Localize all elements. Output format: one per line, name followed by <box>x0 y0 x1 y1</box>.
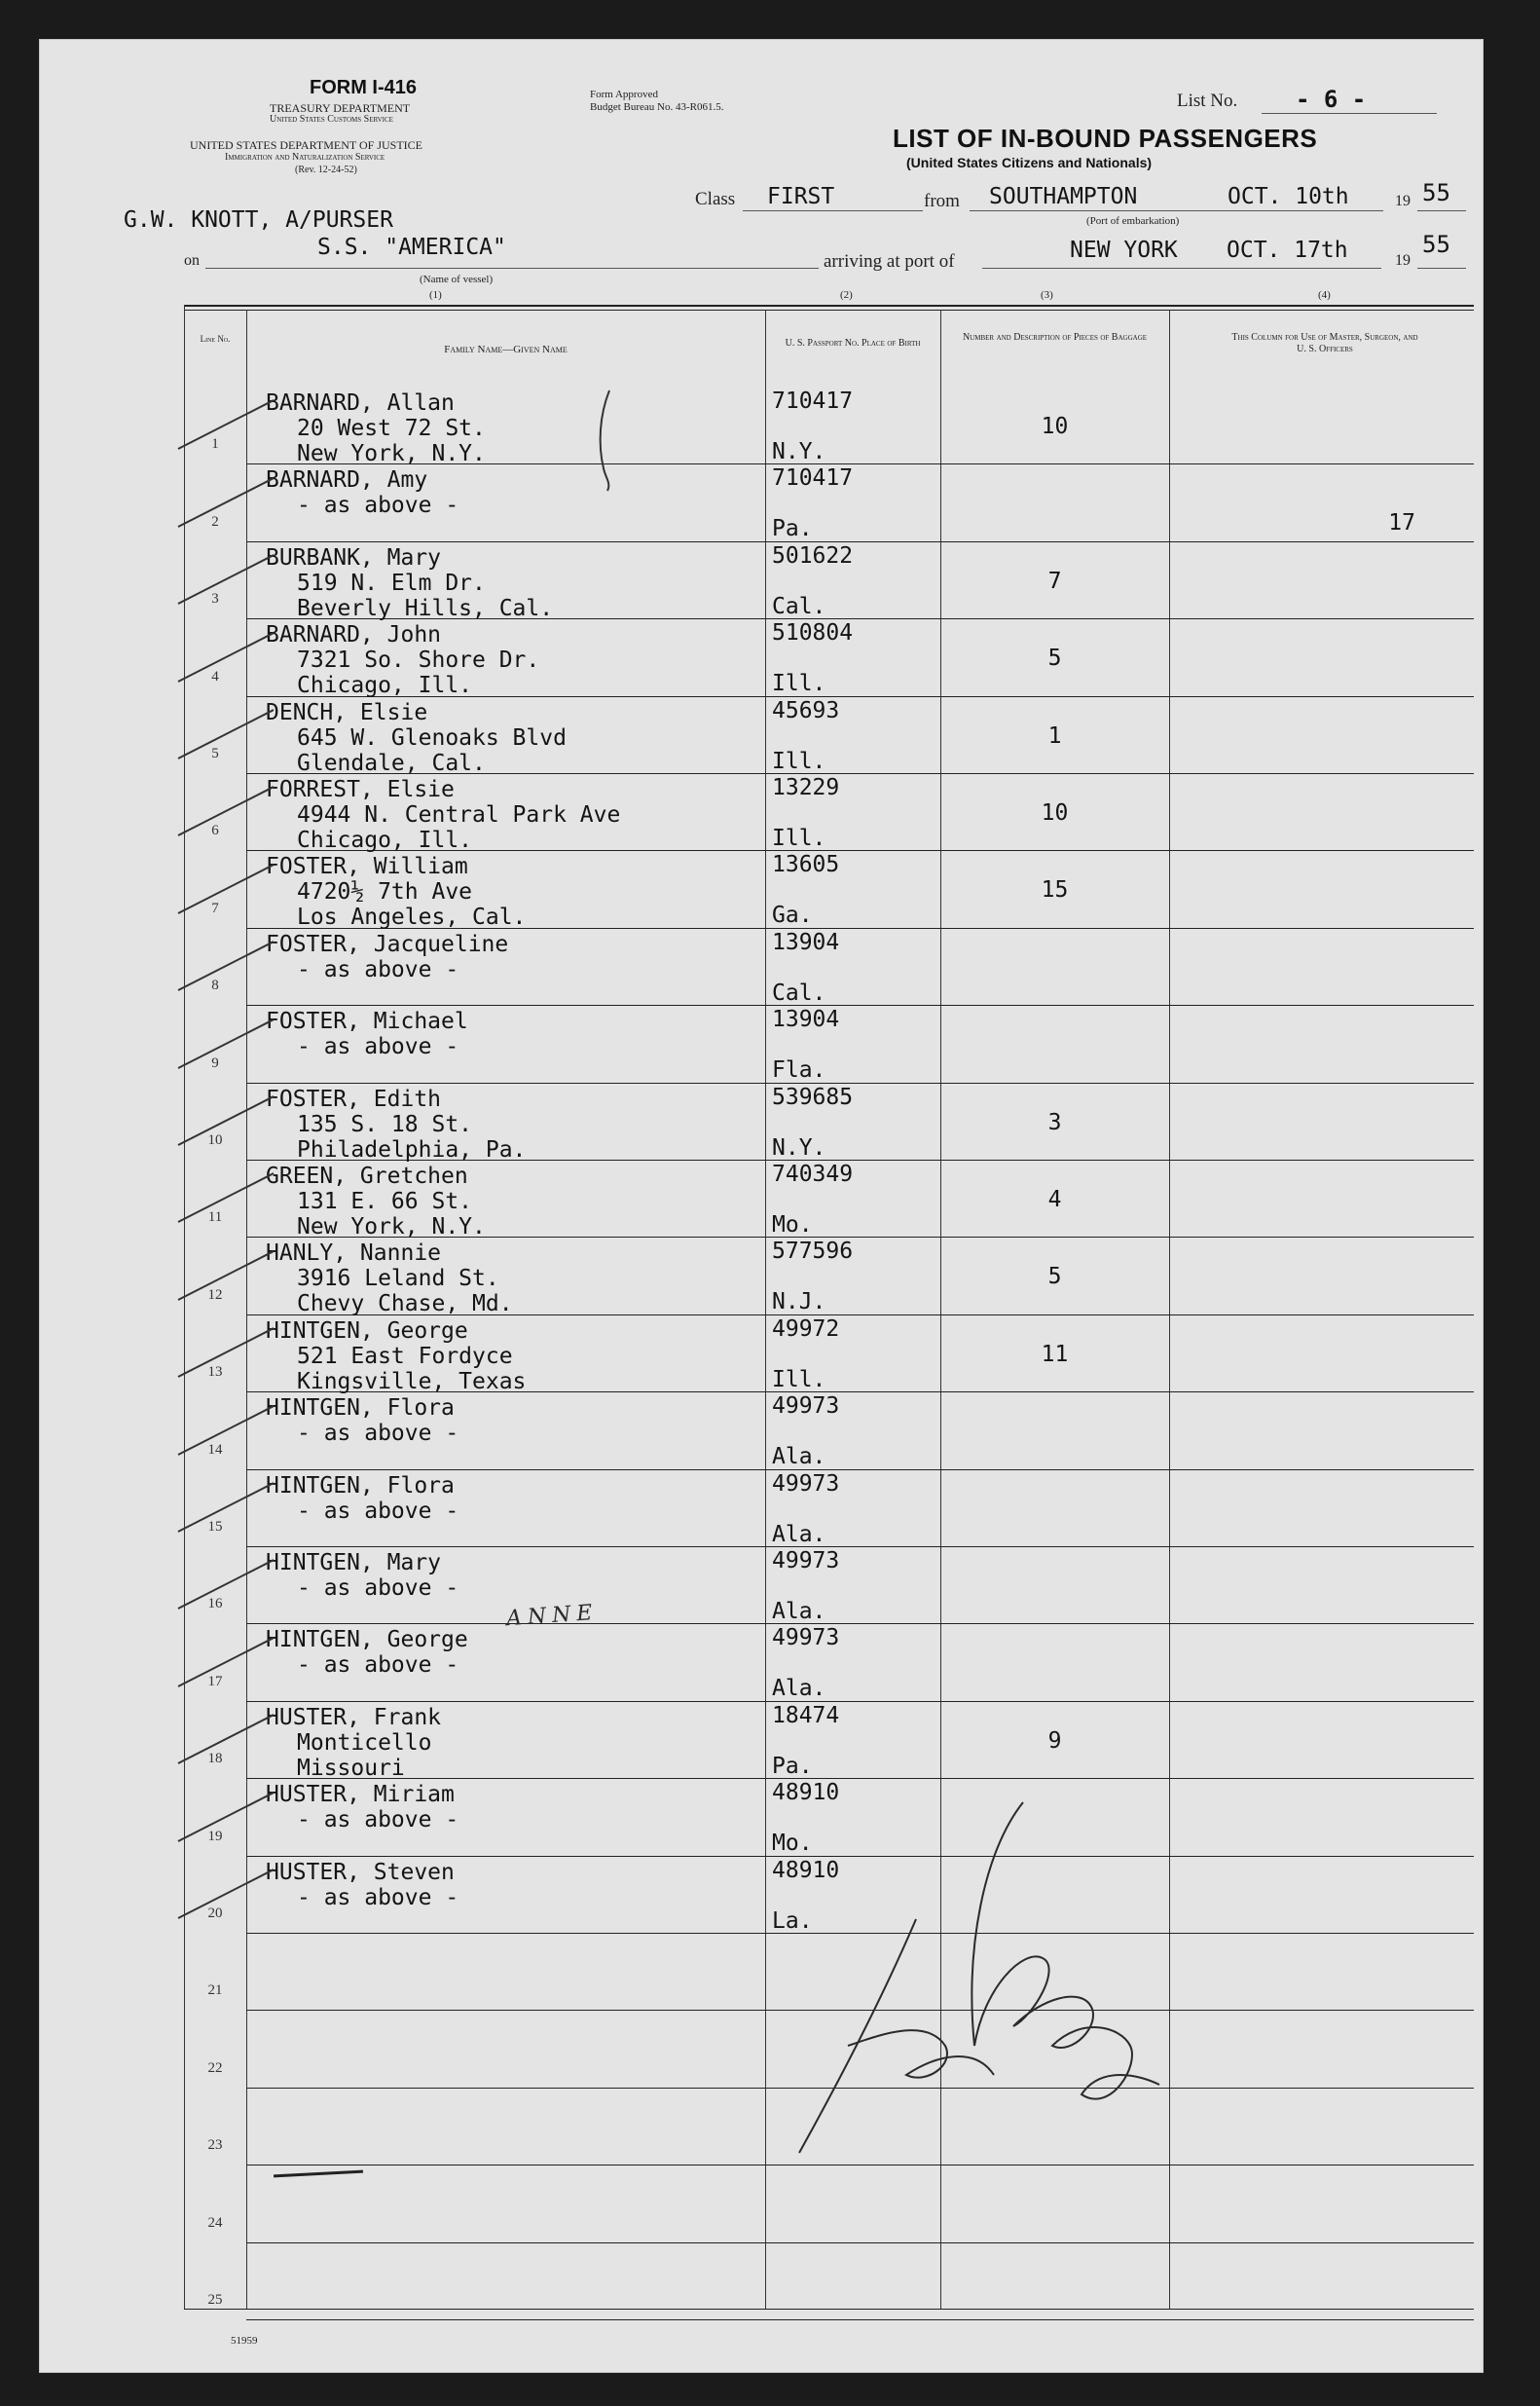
row-rule <box>246 541 1474 542</box>
passenger-name: HINTGEN, George <box>266 1627 468 1653</box>
row-rule <box>246 1469 1474 1470</box>
baggage-count: 15 <box>1041 877 1069 904</box>
place-of-birth: Fla. <box>772 1057 826 1084</box>
address-line-2: Beverly Hills, Cal. <box>297 595 554 621</box>
arriving-label: arriving at port of <box>824 251 955 272</box>
passenger-name: BARNARD, John <box>266 622 442 648</box>
passport-number: 45693 <box>772 697 840 723</box>
address-line-1: - as above - <box>297 1575 459 1601</box>
header-name: Family Name—Given Name <box>444 344 568 355</box>
check-mark-1 <box>590 386 619 493</box>
from-year: 55 <box>1422 179 1450 206</box>
line-number: 11 <box>207 1209 223 1226</box>
line-number: 10 <box>207 1132 223 1148</box>
dept-treasury: TREASURY DEPARTMENT <box>270 101 411 115</box>
row-rule <box>246 1083 1474 1084</box>
passenger-name: BURBANK, Mary <box>266 544 442 571</box>
address-line-2: Philadelphia, Pa. <box>297 1136 527 1163</box>
line-number: 21 <box>207 1982 223 1999</box>
address-line-1: - as above - <box>297 956 459 982</box>
line-number: 20 <box>207 1906 223 1921</box>
passenger-name: GREEN, Gretchen <box>266 1164 468 1189</box>
passenger-name: HINTGEN, George <box>266 1317 468 1344</box>
passenger-name: HUSTER, Miriam <box>266 1782 455 1808</box>
passenger-name: HUSTER, Steven <box>266 1859 455 1885</box>
address-line-1: 131 E. 66 St. <box>297 1189 473 1214</box>
from-port: SOUTHAMPTON <box>989 184 1138 209</box>
form-code: 51959 <box>231 2335 258 2347</box>
passport-number: 48910 <box>772 1857 840 1883</box>
arrival-port: NEW YORK <box>1070 238 1178 263</box>
line-number: 17 <box>207 1673 223 1689</box>
row-rule <box>246 1701 1474 1702</box>
place-of-birth: Ill. <box>772 1366 826 1392</box>
address-line-1: Monticello <box>297 1729 432 1756</box>
address-line-2: New York, N.Y. <box>297 1214 486 1240</box>
passenger-name: BARNARD, Allan <box>266 390 455 416</box>
baggage-count: 3 <box>1047 1109 1062 1135</box>
place-of-birth: N.Y. <box>772 439 826 464</box>
dept-treasury-sub: United States Customs Service <box>270 114 393 125</box>
dept-justice-sub: Immigration and Naturalization Service <box>225 152 385 163</box>
form-revision: (Rev. 12-24-52) <box>295 165 357 175</box>
page-title: LIST OF IN-BOUND PASSENGERS <box>893 124 1318 153</box>
place-of-birth: Ala. <box>772 1599 826 1624</box>
passport-number: 13229 <box>772 775 840 800</box>
passenger-name: HINTGEN, Flora <box>266 1472 455 1499</box>
passport-number: 710417 <box>772 389 854 414</box>
address-line-2: Los Angeles, Cal. <box>297 905 527 931</box>
line-number: 4 <box>211 668 219 685</box>
address-line-2: Missouri <box>297 1755 405 1781</box>
line-number: 22 <box>207 2059 223 2076</box>
address-line-1: - as above - <box>297 1652 459 1679</box>
address-line-1: - as above - <box>297 1421 459 1447</box>
form-approved: Form Approved <box>590 89 658 100</box>
dept-justice: UNITED STATES DEPARTMENT OF JUSTICE <box>190 138 423 152</box>
list-no-value: - 6 - <box>1296 86 1367 113</box>
col-num-4: (4) <box>1318 289 1331 301</box>
baggage-count: 9 <box>1047 1727 1062 1754</box>
baggage-count: 4 <box>1047 1187 1062 1212</box>
passport-number: 49973 <box>772 1625 840 1651</box>
address-line-1: - as above - <box>297 1884 459 1910</box>
passport-number: 49973 <box>772 1470 840 1497</box>
passport-number: 49972 <box>772 1315 840 1342</box>
line-number: 2 <box>211 513 219 530</box>
line-number: 15 <box>207 1519 223 1535</box>
manifest-page <box>39 39 1484 2373</box>
class-label: Class <box>695 189 736 209</box>
passenger-name: FOSTER, Edith <box>266 1086 442 1112</box>
place-of-birth: Mo. <box>772 1831 813 1857</box>
passenger-name: HINTGEN, Mary <box>266 1550 442 1575</box>
officer-note: 17 <box>1388 510 1415 537</box>
address-line-2: Chevy Chase, Md. <box>297 1291 513 1317</box>
passenger-name: DENCH, Elsie <box>266 699 428 725</box>
vessel-note: (Name of vessel) <box>420 274 494 285</box>
from-label: from <box>924 191 960 211</box>
passport-number: 13904 <box>772 929 840 955</box>
address-line-1: 645 W. Glenoaks Blvd <box>297 724 567 751</box>
address-line-2: Glendale, Cal. <box>297 750 486 776</box>
baggage-count: 5 <box>1047 1264 1062 1290</box>
line-number: 6 <box>211 823 219 839</box>
budget-bureau: Budget Bureau No. 43-R061.5. <box>590 101 724 113</box>
header-line-no: Line No. <box>200 334 231 344</box>
from-date: OCT. 10th <box>1228 184 1349 209</box>
place-of-birth: N.Y. <box>772 1134 826 1161</box>
passenger-name: HUSTER, Frank <box>266 1704 442 1730</box>
line-number: 5 <box>211 746 219 761</box>
passport-number: 740349 <box>772 1162 854 1187</box>
passenger-name: FOSTER, Jacqueline <box>266 931 509 957</box>
row-rule <box>246 2242 1474 2243</box>
vessel-name: S.S. "AMERICA" <box>317 235 506 260</box>
place-of-birth: Ga. <box>772 903 813 929</box>
place-of-birth: Pa. <box>772 516 813 542</box>
address-line-1: 7321 So. Shore Dr. <box>297 648 540 674</box>
baggage-count: 10 <box>1041 414 1069 439</box>
address-line-1: 3916 Leland St. <box>297 1266 499 1292</box>
line-number: 12 <box>207 1286 223 1303</box>
row-rule <box>246 1546 1474 1547</box>
place-of-birth: Mo. <box>772 1212 813 1238</box>
passport-number: 18474 <box>772 1702 840 1728</box>
pen-mark <box>274 2170 363 2178</box>
place-of-birth: Ala. <box>772 1521 826 1547</box>
line-number: 19 <box>207 1828 223 1844</box>
passport-number: 539685 <box>772 1084 854 1110</box>
arrive-year: 55 <box>1422 231 1450 258</box>
line-number: 23 <box>207 2137 223 2154</box>
passport-number: 510804 <box>772 620 854 647</box>
address-line-1: 135 S. 18 St. <box>297 1111 473 1137</box>
place-of-birth: Ill. <box>772 826 826 851</box>
line-number: 16 <box>207 1596 223 1612</box>
address-line-1: - as above - <box>297 1034 459 1060</box>
passenger-name: BARNARD, Amy <box>266 467 428 494</box>
col-num-1: (1) <box>429 289 442 301</box>
from-year-prefix: 19 <box>1395 193 1411 209</box>
row-rule <box>246 1005 1474 1006</box>
arrive-year-prefix: 19 <box>1395 252 1411 269</box>
line-number: 18 <box>207 1751 223 1767</box>
list-no-label: List No. <box>1177 91 1238 111</box>
baggage-count: 5 <box>1047 646 1062 672</box>
purser-name: G.W. KNOTT, A/PURSER <box>124 207 393 233</box>
header-officers: This Column for Use of Master, Surgeon, and U. S. Officers <box>1231 332 1418 354</box>
header-baggage: Number and Description of Pieces of Baggage <box>962 332 1148 343</box>
baggage-count: 1 <box>1047 722 1062 749</box>
baggage-count: 7 <box>1047 568 1062 594</box>
form-number: FORM I-416 <box>310 77 418 98</box>
place-of-birth: N.J. <box>772 1289 826 1315</box>
address-line-1: - as above - <box>297 1807 459 1833</box>
passenger-name: HINTGEN, Flora <box>266 1395 455 1422</box>
on-label: on <box>184 252 200 269</box>
baggage-count: 10 <box>1041 800 1069 826</box>
col-num-3: (3) <box>1041 289 1053 301</box>
line-number: 1 <box>211 436 219 453</box>
col-num-2: (2) <box>840 289 853 301</box>
embark-note: (Port of embarkation) <box>1086 215 1180 227</box>
arrival-date: OCT. 17th <box>1227 238 1348 263</box>
page-subtitle: (United States Citizens and Nationals) <box>906 155 1153 170</box>
place-of-birth: La. <box>772 1907 813 1934</box>
class-value: FIRST <box>767 184 835 209</box>
address-line-2: Chicago, Ill. <box>297 673 473 699</box>
address-line-1: 521 East Fordyce <box>297 1343 513 1369</box>
line-number: 7 <box>211 900 219 916</box>
signature <box>789 1793 1315 2163</box>
address-line-2: New York, N.Y. <box>297 441 486 466</box>
place-of-birth: Cal. <box>772 593 826 619</box>
passport-number: 710417 <box>772 465 854 492</box>
passport-number: 48910 <box>772 1780 840 1806</box>
address-line-2: Chicago, Ill. <box>297 828 473 853</box>
passenger-name: FORREST, Elsie <box>266 777 455 802</box>
line-number: 3 <box>211 591 219 608</box>
place-of-birth: Cal. <box>772 980 826 1006</box>
place-of-birth: Ala. <box>772 1444 826 1470</box>
place-of-birth: Pa. <box>772 1753 813 1779</box>
place-of-birth: Ala. <box>772 1676 826 1702</box>
place-of-birth: Ill. <box>772 748 826 774</box>
address-line-1: 519 N. Elm Dr. <box>297 570 486 596</box>
address-line-1: - as above - <box>297 493 459 519</box>
passport-number: 577596 <box>772 1239 854 1265</box>
baggage-count: 11 <box>1041 1341 1069 1367</box>
address-line-1: 4944 N. Central Park Ave <box>297 802 621 828</box>
line-number: 14 <box>207 1441 223 1458</box>
address-line-2: Kingsville, Texas <box>297 1368 527 1394</box>
line-number: 8 <box>211 978 219 994</box>
passport-number: 501622 <box>772 542 854 569</box>
line-number: 9 <box>211 1055 219 1071</box>
passport-number: 49973 <box>772 1393 840 1420</box>
passenger-name: HANLY, Nannie <box>266 1240 442 1267</box>
row-rule <box>246 1778 1474 1779</box>
line-number: 13 <box>207 1364 223 1381</box>
line-number: 25 <box>207 2292 223 2308</box>
passenger-name: FOSTER, William <box>266 854 468 880</box>
row-rule <box>246 1623 1474 1624</box>
handwritten-anne: ANNE <box>505 1600 600 1632</box>
passport-number: 13904 <box>772 1007 840 1033</box>
passport-number: 49973 <box>772 1548 840 1573</box>
row-rule <box>246 2319 1474 2320</box>
address-line-1: - as above - <box>297 1498 459 1524</box>
passport-number: 13605 <box>772 852 840 878</box>
line-number: 24 <box>207 2214 223 2231</box>
header-passport: U. S. Passport No. Place of Birth <box>785 338 921 349</box>
place-of-birth: Ill. <box>772 671 826 697</box>
passenger-name: FOSTER, Michael <box>266 1009 468 1035</box>
address-line-1: 20 West 72 St. <box>297 416 486 441</box>
address-line-1: 4720½ 7th Ave <box>297 879 473 906</box>
